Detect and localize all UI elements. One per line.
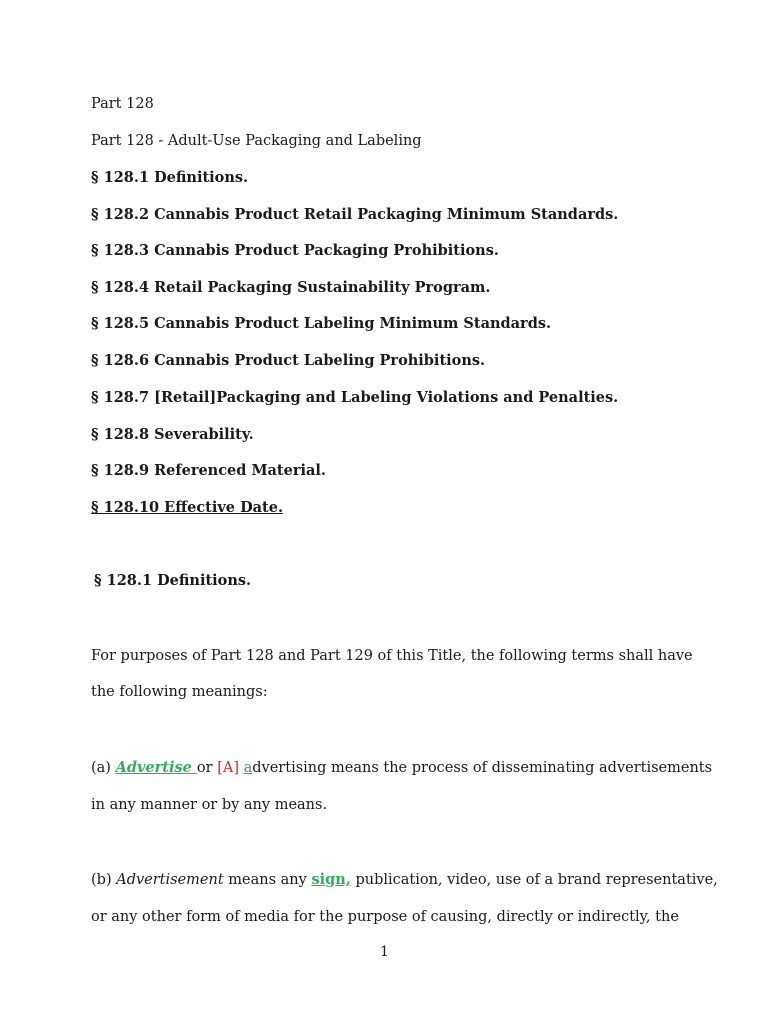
definition-b-prefix: (b) [91,872,117,888]
definition-b-term: Advertisement [116,872,224,888]
definition-a-line-2: in any manner or by any means. [91,797,328,813]
toc-item-128-7: § 128.7 [Retail]Packaging and Labeling Violations and Penalties. [91,389,619,406]
toc-item-128-9: § 128.9 Referenced Material. [91,462,326,479]
intro-line-1: For purposes of Part 128 and Part 129 of this Title, the following terms shall have [91,648,693,664]
definition-b-rest: publication, video, use of a brand representative, [350,872,718,888]
inserted-text-sign: sign, [311,871,351,888]
toc-item-128-5: § 128.5 Cannabis Product Labeling Minimum Standards. [91,315,552,332]
definition-a-mid: or [196,760,218,776]
definition-b-line-1 [91,871,718,889]
definition-a-line-1 [91,759,712,777]
definition-b-mid: means any [223,872,312,888]
toc-item-128-3: § 128.3 Cannabis Product Packaging Prohibitions. [91,242,499,259]
part-title: Part 128 - Adult-Use Packaging and Labeling [91,133,422,149]
toc-item-128-8: § 128.8 Severability. [91,426,254,443]
toc-item-128-2: § 128.2 Cannabis Product Retail Packaging Minimum Standards. [91,206,619,223]
definition-a-prefix: (a) [91,760,116,776]
definition-b-line-2: or any other form of media for the purpose of causing, directly or indirectly, the [91,909,679,925]
toc-item-128-4: § 128.4 Retail Packaging Sustainability Program. [91,279,491,296]
toc-item-128-10: § 128.10 Effective Date. [91,499,284,516]
section-heading: § 128.1 Definitions. [94,572,252,589]
deleted-text-a: [A] [217,760,239,776]
intro-line-2: the following meanings: [91,684,268,700]
part-label: Part 128 [91,96,154,112]
definition-a-rest: dvertising means the process of disseminating advertisements [252,760,713,776]
toc-item-128-1: § 128.1 Definitions. [91,169,249,186]
page-number: 1 [380,944,389,960]
inserted-text-advertise: Advertise [115,759,197,776]
inserted-letter-a: a [243,760,253,776]
toc-item-128-6: § 128.6 Cannabis Product Labeling Prohibitions. [91,352,486,369]
